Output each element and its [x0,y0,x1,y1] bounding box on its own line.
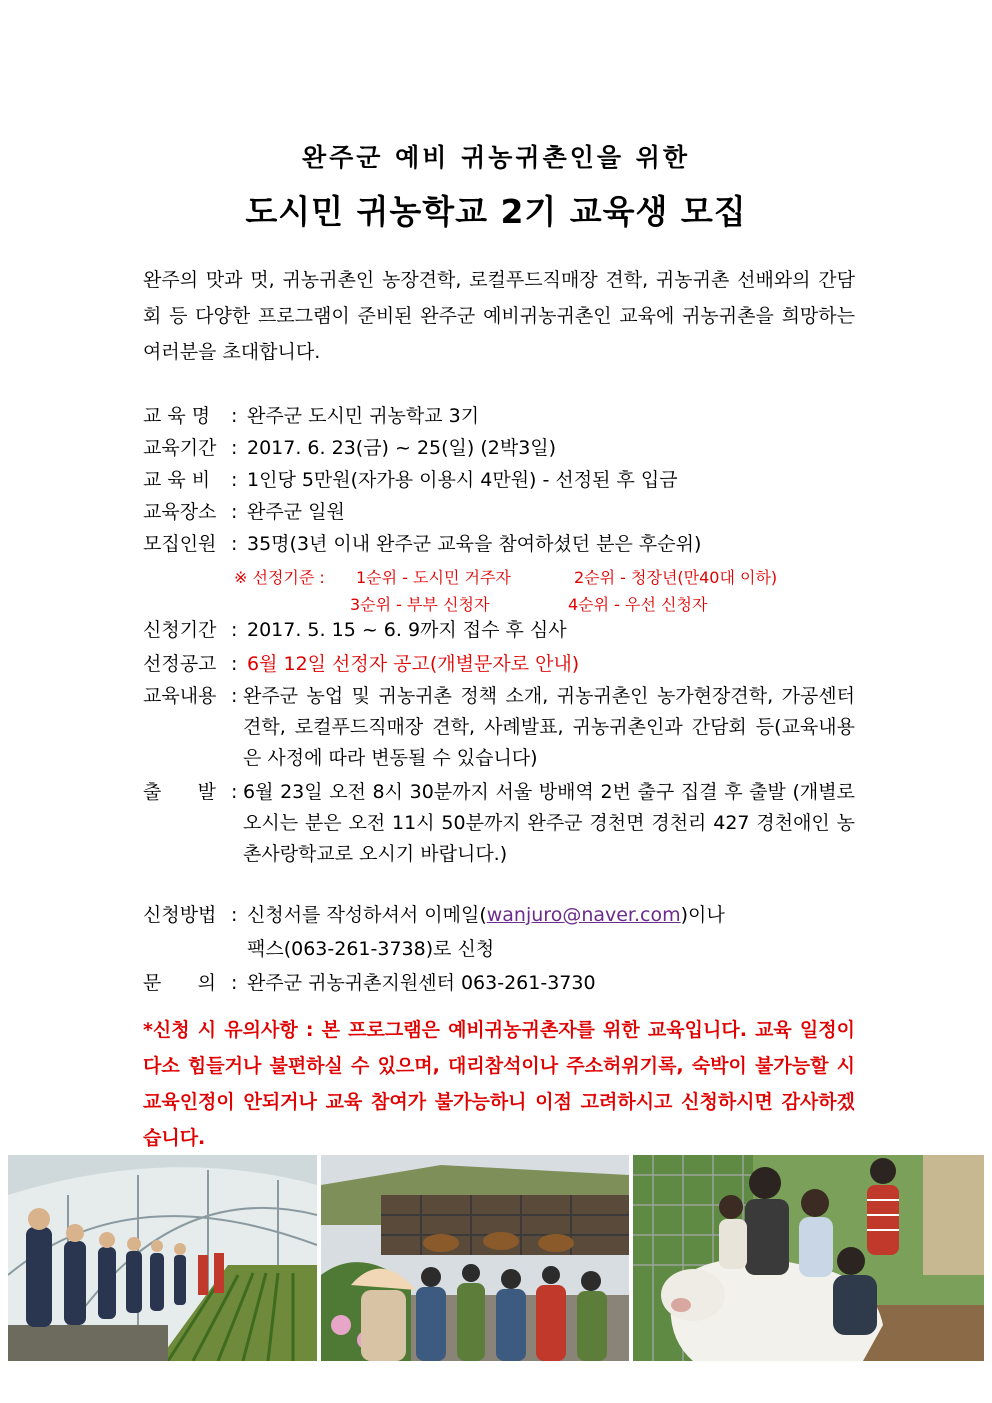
info-label: 교 육 명 [143,405,211,427]
method-line-2: 팩스(063-261-3738)로 신청 [247,938,495,960]
info-row-apply-period [143,613,855,647]
info-section-3 [143,898,855,1000]
announce-value: 6월 12일 선정자 공고(개별문자로 안내) [247,653,580,675]
info-label: 신청방법 [143,904,217,926]
page-title: 도시민 귀농학교 2기 교육생 모집 [245,192,747,231]
method-text-post: )이나 [680,904,725,926]
info-label: 모집인원 [143,533,217,555]
info-value: 1인당 5만원(자가용 이용시 4만원) - 선정된 후 입금 [247,469,678,491]
info-colon: : [231,685,238,707]
notice-paragraph: *신청 시 유의사항 : 본 프로그램은 예비귀농귀촌자를 위한 교육입니다. 교육 일정이 다소 힘들거나 불편하실 수 있으며, 대리참석이나 주소허위기록, 숙박이 불가능할 시 교육인정이 안되거나 교육 참여가 불가능하니 이점 고려하시고 신청하시면 감사하겠습니다. [143,1019,855,1149]
info-row-departure [143,775,855,870]
criteria-priority-3: 3순위 - 부부 신청자 [350,595,490,614]
info-value: 2017. 5. 15 ~ 6. 9까지 접수 후 심사 [247,619,567,641]
info-label: 문 의 [143,972,216,994]
method-value [247,898,855,966]
info-value: 35명(3년 이내 완주군 교육을 참여하셨던 분은 후순위) [247,533,702,555]
criteria-prefix: ※ 선정기준 : [234,568,325,587]
info-colon: : [231,501,238,523]
info-row-method [143,898,855,966]
info-row-fee [143,463,855,497]
goat-photo [633,1155,984,1361]
info-label: 출 발 [143,781,216,803]
info-label: 교육장소 [143,501,217,523]
info-label: 교육내용 [143,685,217,707]
intro-paragraph: 완주의 맛과 멋, 귀농귀촌인 농장견학, 로컬푸드직매장 견학, 귀농귀촌 선배와의 간담회 등 다양한 프로그램이 준비된 완주군 예비귀농귀촌인 교육에 귀농귀촌을 희망하는 여러분을 초대합니다. [143,269,855,363]
info-value: 완주군 농업 및 귀농귀촌 정책 소개, 귀농귀촌인 농가현장견학, 가공센터 견학, 로컬푸드직매장 견학, 사례발표, 귀농귀촌인과 간담회 등(교육내용은 사정에 따라 변동될 수 있습니다) [243,685,855,769]
info-colon: : [231,972,238,994]
info-row-recruit [143,527,855,561]
info-colon: : [231,405,238,427]
info-colon: : [231,904,238,926]
info-label: 선정공고 [143,653,217,675]
info-value: 완주군 도시민 귀농학교 3기 [247,405,480,427]
subtitle: 완주군 예비 귀농귀촌인을 위한 [301,143,691,172]
info-colon: : [231,619,238,641]
info-label: 교육기간 [143,437,217,459]
criteria-priority-2: 2순위 - 청장년(만40대 이하) [574,568,778,587]
info-value: 완주군 일원 [247,501,345,523]
photo-strip [8,1155,984,1361]
info-row-announce [143,647,855,681]
info-section-2 [143,613,855,870]
info-section [143,399,855,569]
info-label: 신청기간 [143,619,217,641]
info-colon: : [231,469,238,491]
info-value: 2017. 6. 23(금) ~ 25(일) (2박3일) [247,437,557,459]
info-row-content [143,679,855,774]
method-text-pre: 신청서를 작성하셔서 이메일( [247,904,487,926]
info-label: 교 육 비 [143,469,211,491]
greenhouse-photo [8,1155,317,1361]
info-row-period [143,431,855,465]
email-link[interactable]: wanjuro@naver.com [486,904,681,926]
info-row-place [143,495,855,529]
info-colon: : [231,533,238,555]
cattle-farm-photo [321,1155,629,1361]
info-colon: : [231,437,238,459]
criteria-priority-1: 1순위 - 도시민 거주자 [356,568,511,587]
info-value: 6월 23일 오전 8시 30분까지 서울 방배역 2번 출구 집결 후 출발 (개별로 오시는 분은 오전 11시 50분까지 완주군 경천면 경천리 427 경천애인 농촌사랑학교로 오시기 바랍니다.) [243,781,855,865]
method-line-1 [247,898,855,932]
info-value: 완주군 귀농귀촌지원센터 063-261-3730 [247,972,596,994]
info-colon: : [231,781,238,803]
info-row-inquiry [143,966,855,1000]
info-colon: : [231,653,238,675]
criteria-priority-4: 4순위 - 우선 신청자 [568,595,708,614]
info-row-name [143,399,855,433]
